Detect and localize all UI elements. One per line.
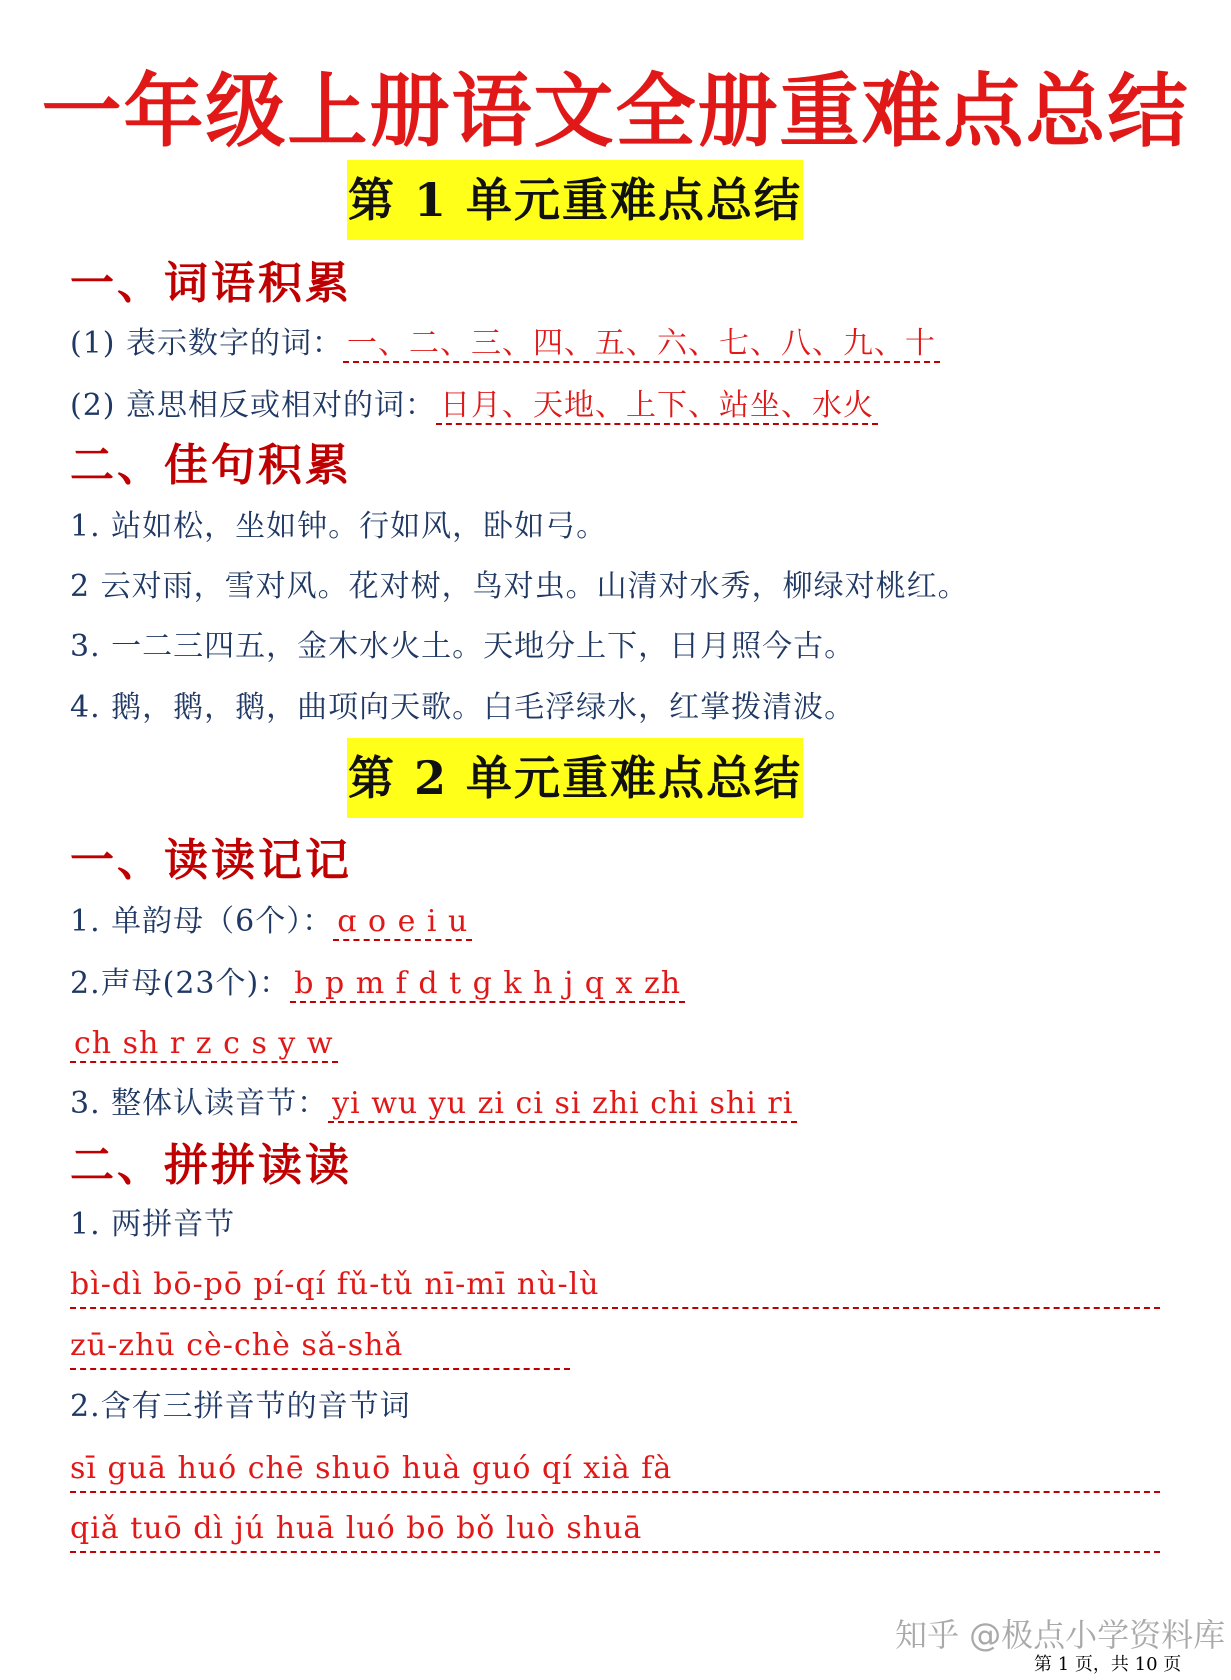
unit-2-single-finals: 1. 单韵母（6个）： ɑ o e i u [70, 900, 472, 944]
unit-1-banner: 第 1 单元重难点总结 [347, 160, 803, 240]
page-title: 一年级上册语文全册重难点总结 [41, 65, 1190, 158]
unit-1-section-1-heading: 一、词语积累 [70, 258, 352, 309]
unit-2-initials-continued: ch sh r z c s y w [70, 1022, 338, 1066]
unit-2-section-1-heading: 一、读读记记 [70, 835, 352, 886]
page-footer: 第 1 页，共 10 页 [1034, 1654, 1182, 1675]
unit-1-sentence-4: 4. 鹅，鹅，鹅，曲项向天歌。白毛浮绿水，红掌拨清波。 [70, 690, 856, 725]
unit-2-two-part-line-1: bì-dì bō-pō pí-qí fǔ-tǔ nī-mī nù-lù [70, 1263, 1160, 1309]
unit-2-whole-syllables: 3. 整体认读音节： yi wu yu zi ci si zhi chi shi ri [70, 1082, 797, 1126]
unit-2-two-part-line-2: zū-zhū cè-chè sǎ-shǎ [70, 1324, 570, 1370]
unit-1-sentence-1: 1. 站如松，坐如钟。行如风，卧如弓。 [70, 509, 608, 544]
unit-1-number-words: (1) 表示数字的词： 一、二、三、四、五、六、七、八、九、十 [70, 322, 940, 366]
unit-1-antonym-words: (2) 意思相反或相对的词： 日月、天地、上下、站坐、水火 [70, 384, 878, 428]
unit-2-section-2-heading: 二、拼拼读读 [70, 1140, 352, 1191]
unit-1-sentence-3: 3. 一二三四五，金木水火土。天地分上下，日月照今古。 [70, 629, 856, 664]
unit-2-three-part-line-2: qiǎ tuō dì jú huā luó bō bǒ luò shuā [70, 1507, 1160, 1553]
unit-1-sentence-2: 2 云对雨，雪对风。花对树，鸟对虫。山清对水秀，柳绿对桃红。 [70, 569, 969, 604]
unit-2-three-part-line-1: sī guā huó chē shuō huà guó qí xià fà [70, 1447, 1160, 1493]
unit-2-two-part-label: 1. 两拼音节 [70, 1207, 236, 1242]
unit-2-initials: 2.声母(23个)： b p m f d t g k h j q x zh [70, 962, 685, 1006]
unit-1-section-2-heading: 二、佳句积累 [70, 440, 352, 491]
unit-2-banner: 第 2 单元重难点总结 [347, 738, 803, 818]
watermark: 知乎 @极点小学资料库 [895, 1616, 1226, 1654]
unit-2-three-part-label: 2.含有三拼音节的音节词 [70, 1389, 411, 1424]
